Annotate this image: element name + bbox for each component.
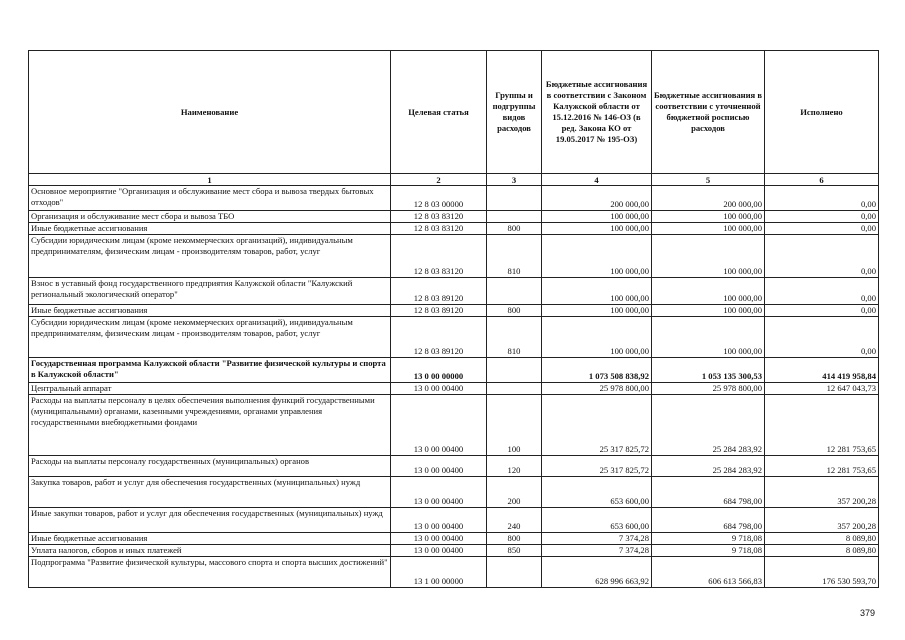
row-target: 12 8 03 89120	[391, 317, 487, 358]
row-approved: 25 317 825,72	[542, 456, 652, 477]
table-row	[29, 317, 879, 358]
row-name: Государственная программа Калужской области "Развитие физической культуры и спорта в Калужской области"	[29, 358, 391, 383]
budget-table	[28, 50, 879, 588]
row-target: 12 8 03 83120	[391, 211, 487, 223]
row-executed: 0,00	[765, 305, 879, 317]
row-target: 13 0 00 00000	[391, 358, 487, 383]
row-approved: 100 000,00	[542, 211, 652, 223]
row-approved: 653 600,00	[542, 508, 652, 533]
row-refined: 100 000,00	[652, 223, 765, 235]
header-refined: Бюджетные ассигнования в соответствии с уточненной бюджетной росписью расходов	[652, 51, 765, 174]
row-refined: 25 978 800,00	[652, 383, 765, 395]
row-refined: 684 798,00	[652, 477, 765, 508]
row-name: Взнос в уставный фонд государственного предприятия Калужской области "Калужский региональный экологический оператор"	[29, 278, 391, 305]
column-number: 6	[765, 174, 879, 186]
row-target: 12 8 03 83120	[391, 235, 487, 278]
row-target: 13 0 00 00400	[391, 395, 487, 456]
row-executed: 12 281 753,65	[765, 395, 879, 456]
row-refined: 100 000,00	[652, 211, 765, 223]
row-group: 800	[487, 533, 542, 545]
row-name: Центральный аппарат	[29, 383, 391, 395]
row-refined: 100 000,00	[652, 235, 765, 278]
header-target: Целевая статья	[391, 51, 487, 174]
table-row	[29, 557, 879, 588]
header-approved: Бюджетные ассигнования в соответствии с Законом Калужской области от 15.12.2016 № 146-ОЗ (в ред. Закона КО от 19.05.2017 № 195-ОЗ)	[542, 51, 652, 174]
table-row	[29, 305, 879, 317]
table-row	[29, 358, 879, 383]
row-target: 12 8 03 89120	[391, 278, 487, 305]
row-executed: 414 419 958,84	[765, 358, 879, 383]
column-number: 1	[29, 174, 391, 186]
row-group: 800	[487, 223, 542, 235]
row-name: Иные бюджетные ассигнования	[29, 533, 391, 545]
row-executed: 8 089,80	[765, 545, 879, 557]
row-group	[487, 211, 542, 223]
row-approved: 628 996 663,92	[542, 557, 652, 588]
row-group	[487, 557, 542, 588]
row-name: Уплата налогов, сборов и иных платежей	[29, 545, 391, 557]
table-row	[29, 186, 879, 211]
table-row	[29, 395, 879, 456]
row-approved: 1 073 508 838,92	[542, 358, 652, 383]
row-approved: 7 374,28	[542, 533, 652, 545]
row-group: 810	[487, 317, 542, 358]
table-row	[29, 545, 879, 557]
row-approved: 100 000,00	[542, 223, 652, 235]
row-target: 13 0 00 00400	[391, 533, 487, 545]
table-row	[29, 456, 879, 477]
row-group: 240	[487, 508, 542, 533]
column-number: 2	[391, 174, 487, 186]
row-refined: 606 613 566,83	[652, 557, 765, 588]
row-name: Организация и обслуживание мест сбора и вывоза ТБО	[29, 211, 391, 223]
row-approved: 100 000,00	[542, 305, 652, 317]
table-row	[29, 508, 879, 533]
row-name: Закупка товаров, работ и услуг для обеспечения государственных (муниципальных) нужд	[29, 477, 391, 508]
table-body	[29, 186, 879, 588]
row-executed: 176 530 593,70	[765, 557, 879, 588]
row-approved: 100 000,00	[542, 278, 652, 305]
row-approved: 653 600,00	[542, 477, 652, 508]
table-row	[29, 211, 879, 223]
row-refined: 25 284 283,92	[652, 456, 765, 477]
row-approved: 7 374,28	[542, 545, 652, 557]
row-group: 850	[487, 545, 542, 557]
row-group	[487, 278, 542, 305]
row-executed: 357 200,28	[765, 508, 879, 533]
row-approved: 100 000,00	[542, 317, 652, 358]
row-executed: 12 281 753,65	[765, 456, 879, 477]
row-group: 810	[487, 235, 542, 278]
row-refined: 100 000,00	[652, 278, 765, 305]
table-row	[29, 223, 879, 235]
row-refined: 1 053 135 300,53	[652, 358, 765, 383]
row-executed: 0,00	[765, 317, 879, 358]
page-number: 379	[859, 608, 875, 618]
row-target: 13 0 00 00400	[391, 383, 487, 395]
row-approved: 25 978 800,00	[542, 383, 652, 395]
row-target: 13 0 00 00400	[391, 456, 487, 477]
row-group	[487, 358, 542, 383]
row-refined: 100 000,00	[652, 317, 765, 358]
row-target: 13 0 00 00400	[391, 508, 487, 533]
row-group: 200	[487, 477, 542, 508]
row-refined: 9 718,08	[652, 545, 765, 557]
row-name: Иные закупки товаров, работ и услуг для обеспечения государственных (муниципальных) нужд	[29, 508, 391, 533]
row-executed: 0,00	[765, 223, 879, 235]
row-name: Субсидии юридическим лицам (кроме некоммерческих организаций), индивидуальным предпринимателям, физическим лицам - производителям товаров, работ, услуг	[29, 317, 391, 358]
row-name: Подпрограмма "Развитие физической культуры, массового спорта и спорта высших достижений"	[29, 557, 391, 588]
row-name: Иные бюджетные ассигнования	[29, 223, 391, 235]
row-name: Основное мероприятие "Организация и обслуживание мест сбора и вывоза твердых бытовых отходов"	[29, 186, 391, 211]
column-number: 3	[487, 174, 542, 186]
row-group: 800	[487, 305, 542, 317]
header-executed: Исполнено	[765, 51, 879, 174]
row-name: Расходы на выплаты персоналу в целях обеспечения выполнения функций государственными (муниципальными) органами, казенными учреждениями, органами управления государственными внебюджетными фондами	[29, 395, 391, 456]
column-number-row	[29, 174, 879, 186]
header-row	[29, 51, 879, 174]
row-group: 100	[487, 395, 542, 456]
row-executed: 0,00	[765, 278, 879, 305]
row-name: Иные бюджетные ассигнования	[29, 305, 391, 317]
row-refined: 200 000,00	[652, 186, 765, 211]
table-row	[29, 533, 879, 545]
row-refined: 684 798,00	[652, 508, 765, 533]
row-refined: 9 718,08	[652, 533, 765, 545]
row-target: 13 0 00 00400	[391, 545, 487, 557]
row-executed: 12 647 043,73	[765, 383, 879, 395]
row-target: 12 8 03 83120	[391, 223, 487, 235]
table-row	[29, 278, 879, 305]
row-executed: 0,00	[765, 235, 879, 278]
row-approved: 200 000,00	[542, 186, 652, 211]
row-target: 12 8 03 89120	[391, 305, 487, 317]
table-row	[29, 383, 879, 395]
row-executed: 357 200,28	[765, 477, 879, 508]
row-approved: 100 000,00	[542, 235, 652, 278]
row-executed: 8 089,80	[765, 533, 879, 545]
row-refined: 100 000,00	[652, 305, 765, 317]
row-target: 12 8 03 00000	[391, 186, 487, 211]
row-group: 120	[487, 456, 542, 477]
row-executed: 0,00	[765, 211, 879, 223]
row-target: 13 1 00 00000	[391, 557, 487, 588]
row-name: Расходы на выплаты персоналу государственных (муниципальных) органов	[29, 456, 391, 477]
column-number: 5	[652, 174, 765, 186]
row-target: 13 0 00 00400	[391, 477, 487, 508]
header-groups: Группы и подгруппы видов расходов	[487, 51, 542, 174]
row-group	[487, 383, 542, 395]
header-name: Наименование	[29, 51, 391, 174]
row-name: Субсидии юридическим лицам (кроме некоммерческих организаций), индивидуальным предпринимателям, физическим лицам - производителям товаров, работ, услуг	[29, 235, 391, 278]
column-number: 4	[542, 174, 652, 186]
row-refined: 25 284 283,92	[652, 395, 765, 456]
table-row	[29, 477, 879, 508]
row-executed: 0,00	[765, 186, 879, 211]
table-row	[29, 235, 879, 278]
row-approved: 25 317 825,72	[542, 395, 652, 456]
row-group	[487, 186, 542, 211]
